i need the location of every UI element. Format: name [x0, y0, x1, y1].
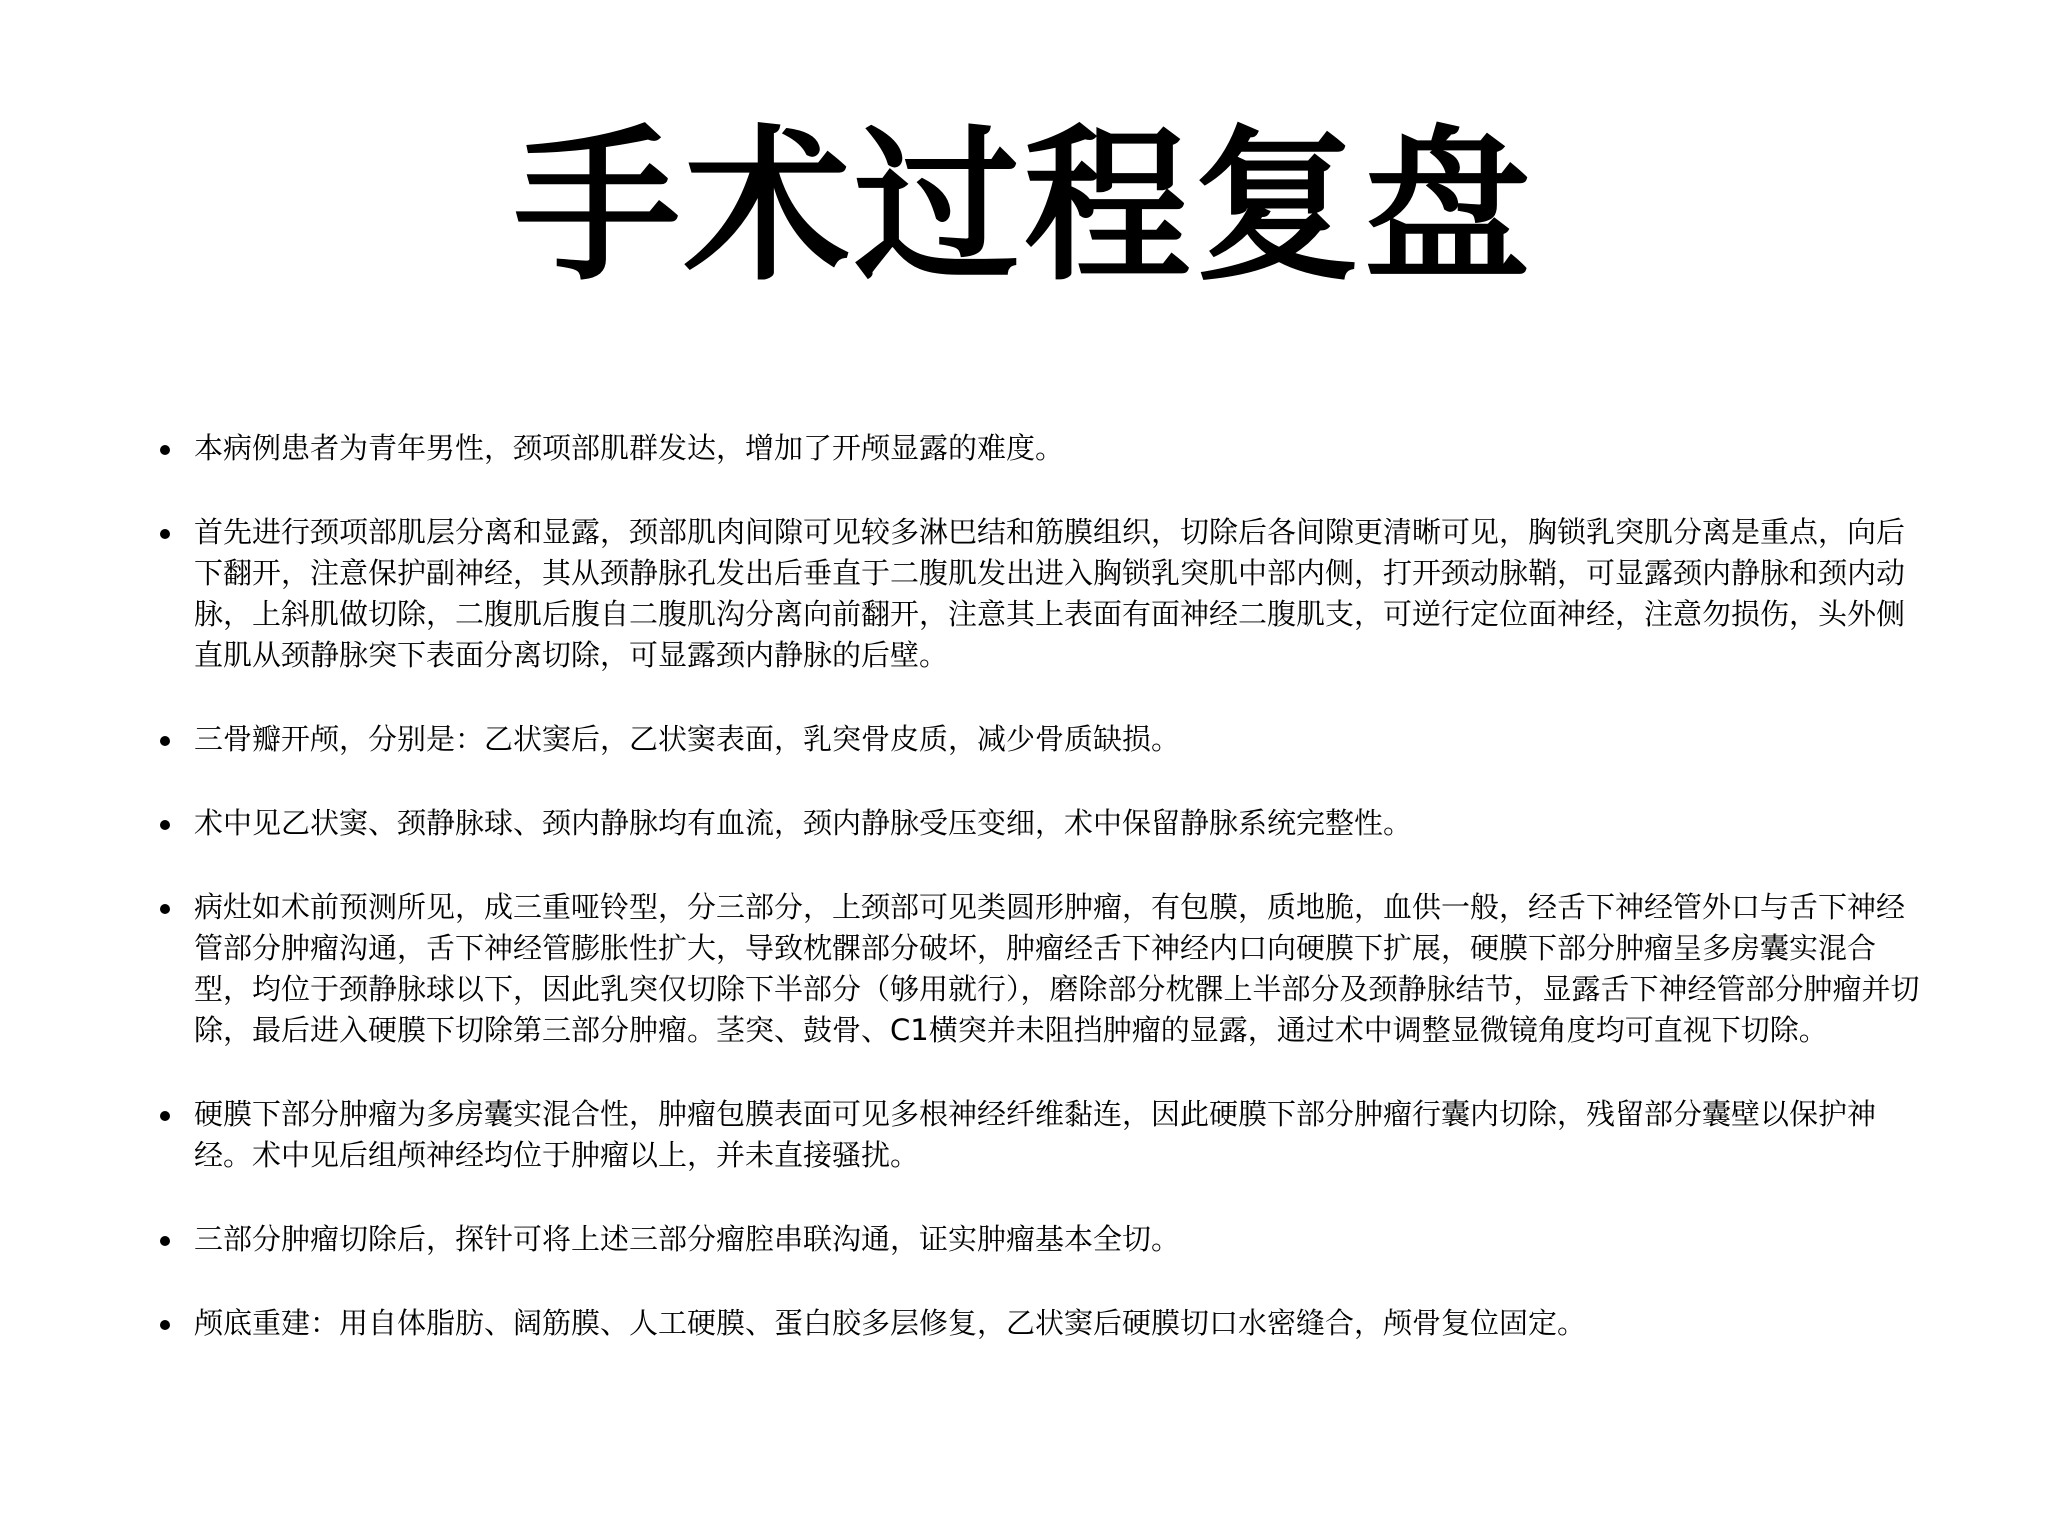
bullet-text: 首先进行颈项部肌层分离和显露，颈部肌肉间隙可见较多淋巴结和筋膜组织，切除后各间隙更清晰可见，胸锁乳突肌分离是重点，向后下翻开，注意保护副神经，其从颈静脉孔发出后垂直于二腹肌发出进入胸锁乳突肌中部内侧，打开颈动脉鞘，可显露颈内静脉和颈内动脉，上斜肌做切除，二腹肌后腹自二腹肌沟分离向前翻开，注意其上表面有面神经二腹肌支，可逆行定位面神经，注意勿损伤，头外侧直肌从颈静脉突下表面分离切除，可显露颈内静脉的后壁。 — [194, 515, 1906, 672]
bullet-dot-icon — [160, 1320, 170, 1330]
bullet-item — [160, 428, 1920, 469]
bullet-item — [160, 1303, 1920, 1344]
bullet-text: 颅底重建：用自体脂肪、阔筋膜、人工硬膜、蛋白胶多层修复，乙状窦后硬膜切口水密缝合，颅骨复位固定。 — [194, 1306, 1587, 1340]
bullet-item — [160, 1094, 1920, 1176]
bullet-dot-icon — [160, 1236, 170, 1246]
bullet-dot-icon — [160, 904, 170, 914]
bullet-text: 三部分肿瘤切除后，探针可将上述三部分瘤腔串联沟通，证实肿瘤基本全切。 — [194, 1222, 1181, 1256]
bullet-dot-icon — [160, 736, 170, 746]
bullet-dot-icon — [160, 1111, 170, 1121]
bullet-item — [160, 803, 1920, 844]
bullet-text: 术中见乙状窦、颈静脉球、颈内静脉均有血流，颈内静脉受压变细，术中保留静脉系统完整性。 — [194, 806, 1413, 840]
bullet-list — [160, 428, 1920, 1387]
bullet-text: 病灶如术前预测所见，成三重哑铃型，分三部分，上颈部可见类圆形肿瘤，有包膜，质地脆，血供一般，经舌下神经管外口与舌下神经管部分肿瘤沟通，舌下神经管膨胀性扩大，导致枕髁部分破坏，肿瘤经舌下神经内口向硬膜下扩展，硬膜下部分肿瘤呈多房囊实混合型，均位于颈静脉球以下，因此乳突仅切除下半部分（够用就行），磨除部分枕髁上半部分及颈静脉结节，显露舌下神经管部分肿瘤并切除，最后进入硬膜下切除第三部分肿瘤。茎突、鼓骨、C1横突并未阻挡肿瘤的显露，通过术中调整显微镜角度均可直视下切除。 — [194, 890, 1920, 1047]
bullet-dot-icon — [160, 820, 170, 830]
bullet-text: 硬膜下部分肿瘤为多房囊实混合性，肿瘤包膜表面可见多根神经纤维黏连，因此硬膜下部分肿瘤行囊内切除，残留部分囊壁以保护神经。术中见后组颅神经均位于肿瘤以上，并未直接骚扰。 — [194, 1097, 1877, 1172]
bullet-item — [160, 1219, 1920, 1260]
bullet-item — [160, 887, 1920, 1051]
bullet-item — [160, 512, 1920, 676]
slide-title: 手术过程复盘 — [514, 111, 1534, 304]
bullet-dot-icon — [160, 445, 170, 455]
bullet-text: 三骨瓣开颅，分别是：乙状窦后，乙状窦表面，乳突骨皮质，减少骨质缺损。 — [194, 722, 1181, 756]
bullet-dot-icon — [160, 529, 170, 539]
bullet-text: 本病例患者为青年男性，颈项部肌群发达，增加了开颅显露的难度。 — [194, 431, 1065, 465]
bullet-item — [160, 719, 1920, 760]
